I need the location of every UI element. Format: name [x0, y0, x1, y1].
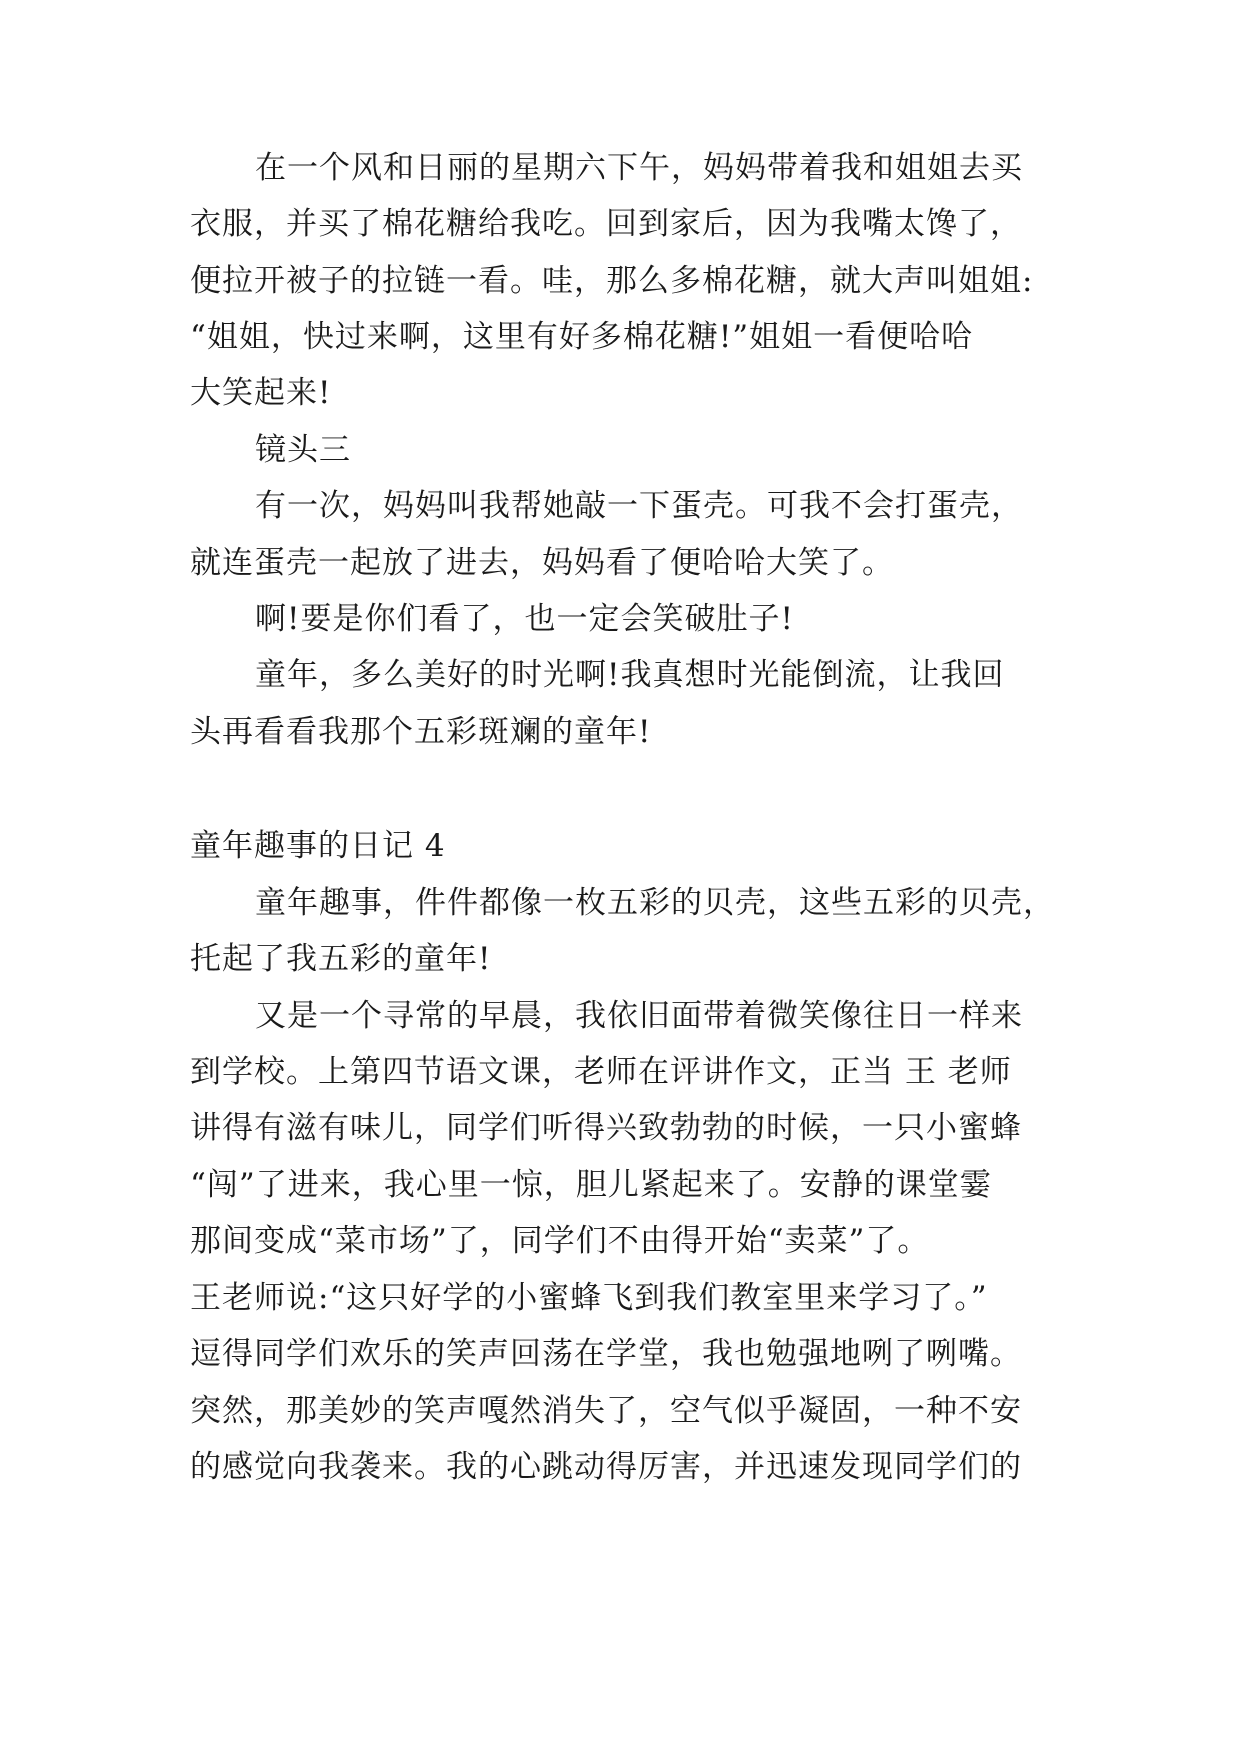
document-title: 童年趣事的日记 4: [190, 828, 446, 864]
paragraph-line: 逗得同学们欢乐的笑声回荡在学堂，我也勉强地咧了咧嘴。: [190, 1336, 1022, 1372]
paragraph-line: “闯”了进来，我心里一惊，胆儿紧起来了。安静的课堂霎: [190, 1167, 992, 1203]
paragraph-line: “姐姐，快过来啊，这里有好多棉花糖!”姐姐一看便哈哈: [190, 319, 974, 355]
paragraph-line: 就连蛋壳一起放了进去，妈妈看了便哈哈大笑了。: [190, 545, 894, 581]
paragraph-line: 托起了我五彩的童年!: [190, 941, 492, 977]
paragraph-line: 童年趣事，件件都像一枚五彩的贝壳，这些五彩的贝壳，: [255, 885, 1055, 921]
paragraph-line: 头再看看我那个五彩斑斓的童年!: [190, 714, 652, 750]
paragraph-line: 在一个风和日丽的星期六下午，妈妈带着我和姐姐去买: [255, 150, 1023, 186]
section-heading: 镜头三: [255, 432, 351, 468]
paragraph-line: 童年，多么美好的时光啊!我真想时光能倒流，让我回: [255, 657, 1005, 693]
paragraph-line: 的感觉向我袭来。我的心跳动得厉害，并迅速发现同学们的: [190, 1449, 1022, 1485]
paragraph-line: 又是一个寻常的早晨，我依旧面带着微笑像往日一样来: [255, 998, 1023, 1034]
paragraph-line: 便拉开被子的拉链一看。哇，那么多棉花糖，就大声叫姐姐:: [190, 263, 1034, 299]
paragraph-line: 王老师说:“这只好学的小蜜蜂飞到我们教室里来学习了。”: [190, 1280, 988, 1316]
paragraph-line: 衣服，并买了棉花糖给我吃。回到家后，因为我嘴太馋了，: [190, 206, 1022, 242]
paragraph-line: 啊!要是你们看了，也一定会笑破肚子!: [255, 601, 794, 637]
paragraph-line: 大笑起来!: [190, 375, 332, 411]
paragraph-line: 突然，那美妙的笑声嘎然消失了，空气似乎凝固，一种不安: [190, 1393, 1022, 1429]
paragraph-line: 到学校。上第四节语文课，老师在评讲作文，正当 王 老师: [190, 1054, 1012, 1090]
paragraph-line: 有一次，妈妈叫我帮她敲一下蛋壳。可我不会打蛋壳，: [255, 488, 1023, 524]
paragraph-line: 讲得有滋有味儿，同学们听得兴致勃勃的时候，一只小蜜蜂: [190, 1110, 1022, 1146]
paragraph-line: 那间变成“菜市场”了，同学们不由得开始“卖菜”了。: [190, 1223, 930, 1259]
